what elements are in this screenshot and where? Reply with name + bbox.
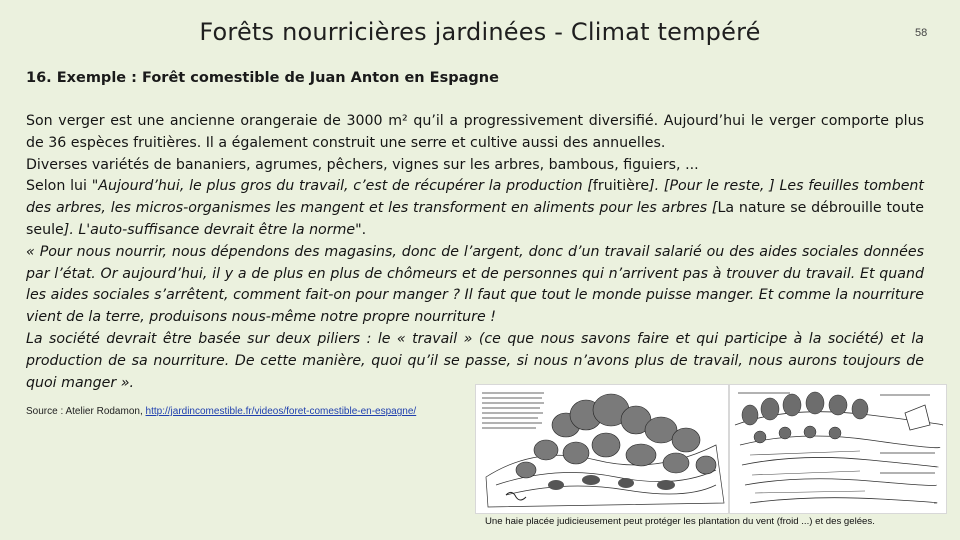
paragraph-quote [26, 176, 924, 241]
forest-garden-sketch [475, 384, 729, 514]
body-text [26, 111, 924, 394]
source-link[interactable]: http://jardincomestible.fr/videos/foret-comestible-en-espagne/ [145, 406, 417, 417]
paragraph-nourishment: « Pour nous nourrir, nous dépendons des magasins, donc de l’argent, donc d’un travail salarié ou des aides sociales données par l’état. Or aujourd’hui, il y a de plus en plus de chômeurs et de personnes qui n’arrivent pas à trouver du travail. Et quand les aides sociales s’arrêtent, comment fait-on pour manger ? Il faut que tout le monde puisse manger. Et comme la nourriture vient de la terre, produisons nous-même notre propre nourriture ! [26, 243, 924, 326]
source-citation [26, 406, 416, 417]
page-title: Forêts nourricières jardinées - Climat tempéré [199, 18, 761, 46]
figure-caption: Une haie placée judicieusement peut protéger les plantation du vent (froid ...) et des gelées. [485, 516, 875, 527]
quote-part-1: Aujourd’hui, le plus gros du travail, c’est de récupérer la production [ [98, 178, 593, 195]
quote-part-4: La nature se débrouille toute seule [26, 200, 924, 238]
quote-part-3: ]. [Pour le reste, ] Les feuilles tombent des arbres, les micros-organismes les mangent et les transforment en aliments pour les arbres [ [26, 178, 924, 217]
section-subtitle: 16. Exemple : Forêt comestible de Juan Anton en Espagne [26, 70, 499, 86]
quote-open: Selon lui " [26, 178, 99, 195]
page-number: 58 [915, 27, 928, 39]
hedge-layout-sketch [729, 384, 947, 514]
quote-close: ". [355, 221, 367, 238]
paragraph-orchard: Son verger est une ancienne orangeraie de 3000 m² qu’il a progressivement diversifié. Aujourd’hui le verger comporte plus de 36 espèces fruitières. Il a également construit une serre et cultive aussi des annuelles. [26, 113, 924, 151]
quote-part-2: fruitière [592, 178, 650, 195]
source-label: Source : Atelier Rodamon, [26, 406, 146, 417]
paragraph-varieties: Diverses variétés de bananiers, agrumes, pêchers, vignes sur les arbres, bambous, figuiers, ... [26, 156, 699, 173]
quote-part-5: ]. L'auto-suffisance devrait être la norme [63, 221, 356, 238]
paragraph-society: La société devrait être basée sur deux piliers : le « travail » (ce que nous savons faire et qui participe à la société) et la production de sa nourriture. De cette manière, quoi qu’il se passe, si nous n’avons plus de travail, nous aurons toujours de quoi manger ». [26, 330, 924, 391]
